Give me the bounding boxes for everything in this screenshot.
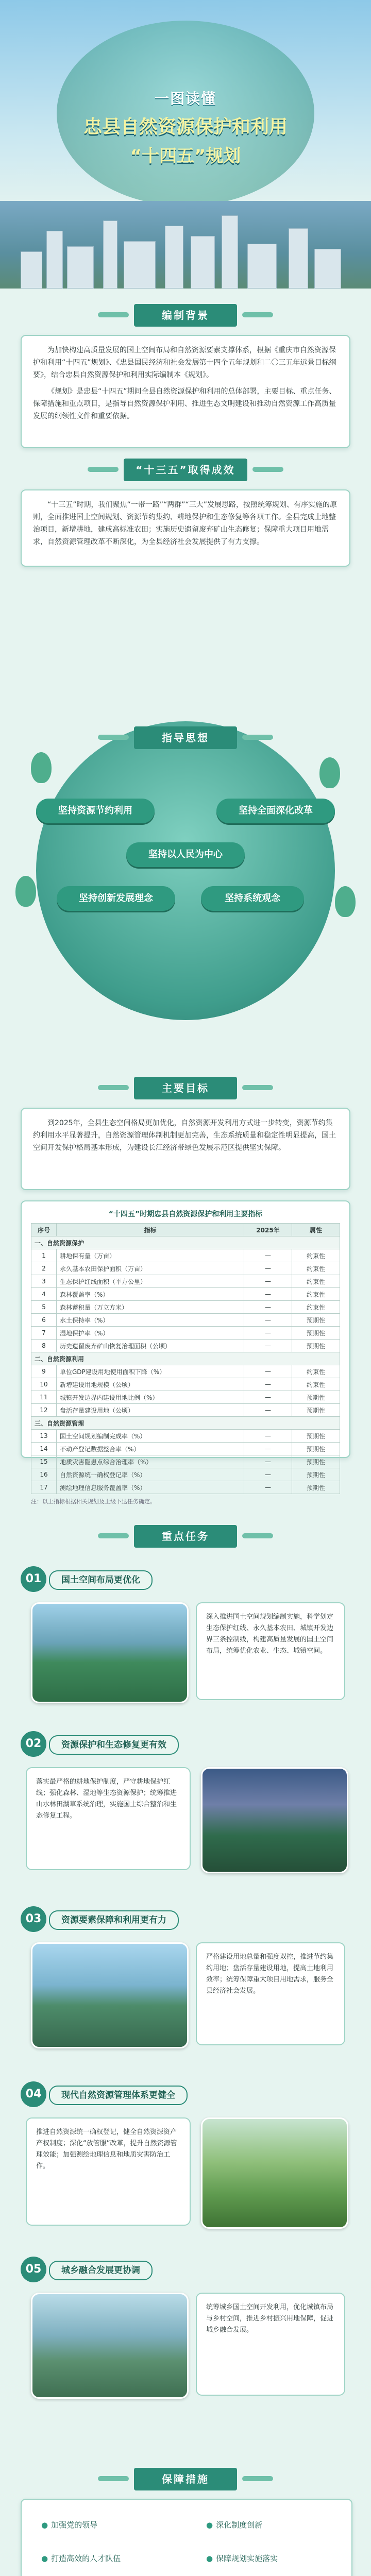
- table-cell-index: 4: [31, 1288, 57, 1301]
- table-cell-attribute: 约束性: [292, 1378, 340, 1391]
- goals-table: [31, 1223, 340, 1494]
- table-cell-attribute: 预期性: [292, 1481, 340, 1494]
- table-header: 指标: [57, 1224, 244, 1236]
- table-cell-attribute: 预期性: [292, 1391, 340, 1404]
- table-row: [31, 1404, 340, 1417]
- table-cell-attribute: 约束性: [292, 1275, 340, 1288]
- guiding-pill-3: 坚持以人民为中心: [126, 842, 245, 867]
- tree-icon: [15, 876, 36, 907]
- guiding-pill-2: 坚持全面深化改革: [216, 799, 335, 823]
- header-line-1: 一图读懂: [154, 90, 216, 107]
- task-3-header: [21, 1906, 350, 1932]
- landscape-photo: [31, 1602, 189, 1703]
- table-cell-attribute: 约束性: [292, 1365, 340, 1378]
- table-cell-index: 8: [31, 1340, 57, 1352]
- table-row: [31, 1455, 340, 1468]
- table-cell-attribute: 约束性: [292, 1301, 340, 1314]
- landscape-photo: [201, 1767, 348, 1873]
- guiding-globe-graphic: [36, 721, 335, 1020]
- section-title-background: 编制背景: [134, 304, 237, 327]
- task-title: 资源保护和生态修复更有效: [49, 1735, 179, 1755]
- table-cell-value: —: [244, 1468, 292, 1481]
- section-title-achievements: “十三五”取得成效: [124, 459, 247, 481]
- table-cell-indicator: 水土保持率（%）: [57, 1314, 244, 1327]
- achievements-paragraph: “十三五”时期，我们聚焦“一带一路”“两群”“三大”发展思路，按照统筹规划、有序实施的原则，全面推进国土空间规划、资源节约集约、耕地保护和生态修复等各项工作。全县完成土地整治项目，新增耕地，建成高标准农田；实施历史遗留废弃矿山生态修复；保障重大项目用地需求，自然资源管理改革不断深化，为全县经济社会发展提供了有力支撑。: [33, 501, 338, 546]
- table-row: [31, 1275, 340, 1288]
- table-cell-attribute: 约束性: [292, 1288, 340, 1301]
- tree-icon: [31, 752, 52, 783]
- table-category-row: [31, 1352, 340, 1365]
- table-row: [31, 1391, 340, 1404]
- table-cell-index: 9: [31, 1365, 57, 1378]
- guiding-pill-1: 坚持资源节约利用: [36, 799, 155, 823]
- table-cell-index: 10: [31, 1378, 57, 1391]
- task-title: 资源要素保障和利用更有力: [49, 1910, 179, 1930]
- table-cell-index: 15: [31, 1455, 57, 1468]
- table-cell-indicator: 盘活存量建设用地（公顷）: [57, 1404, 244, 1417]
- task-5-header: [21, 2257, 350, 2282]
- table-cell-indicator: 城镇开发边界内建设用地比例（%）: [57, 1391, 244, 1404]
- table-cell-value: —: [244, 1340, 292, 1352]
- table-cell-value: —: [244, 1262, 292, 1275]
- landscape-photo: [31, 1942, 189, 2048]
- table-category: 一、自然资源保护: [31, 1236, 340, 1249]
- table-cell-attribute: 预期性: [292, 1327, 340, 1340]
- header-line-3: “十四五”规划: [130, 146, 241, 166]
- table-cell-indicator: 湿地保护率（%）: [57, 1327, 244, 1340]
- table-row: [31, 1249, 340, 1262]
- task-3-text: 严格建设用地总量和强度双控，推进节约集约用地；盘活存量建设用地，提高土地利用效率；统筹保障重大项目用地需求，服务全县经济社会发展。: [196, 1942, 345, 2045]
- table-cell-index: 14: [31, 1443, 57, 1455]
- tree-icon: [335, 886, 356, 917]
- goals-intro-panel: [21, 1108, 350, 1190]
- table-category-row: [31, 1417, 340, 1430]
- table-cell-index: 17: [31, 1481, 57, 1494]
- table-category: 二、自然资源利用: [31, 1352, 340, 1365]
- table-header: 2025年: [244, 1224, 292, 1236]
- table-cell-indicator: 不动产登记数据整合率（%）: [57, 1443, 244, 1455]
- table-cell-index: 5: [31, 1301, 57, 1314]
- table-cell-indicator: 单位GDP建设用地使用面积下降（%）: [57, 1365, 244, 1378]
- table-cell-value: —: [244, 1443, 292, 1455]
- table-category-row: [31, 1236, 340, 1249]
- table-cell-attribute: 预期性: [292, 1340, 340, 1352]
- goals-table-panel: [21, 1200, 350, 1505]
- table-category: 三、自然资源管理: [31, 1417, 340, 1430]
- table-row: [31, 1288, 340, 1301]
- table-cell-attribute: 预期性: [292, 1314, 340, 1327]
- table-cell-index: 2: [31, 1262, 57, 1275]
- table-cell-value: —: [244, 1249, 292, 1262]
- safeguard-item: ● 深化制度创新: [206, 2519, 262, 2530]
- landscape-photo: [201, 2117, 348, 2229]
- task-title: 国土空间布局更优化: [49, 1570, 153, 1590]
- background-panel: [21, 335, 350, 448]
- table-cell-value: —: [244, 1288, 292, 1301]
- task-2-text: 落实最严格的耕地保护制度，严守耕地保护红线；强化森林、湿地等生态资源保护；统筹推进山水林田湖草系统治理，实施国土综合整治和生态修复工程。: [26, 1767, 191, 1870]
- table-cell-indicator: 历史遗留废弃矿山恢复治理面积（公顷）: [57, 1340, 244, 1352]
- safeguard-item: ● 保障规划实施落实: [206, 2553, 278, 2564]
- task-number: 05: [21, 2257, 46, 2282]
- table-cell-indicator: 自然资源统一确权登记率（%）: [57, 1468, 244, 1481]
- goals-intro: 到2025年，全县生态空间格局更加优化，自然资源开发利用方式进一步转变，资源节约集约利用水平显著提升，自然资源管理体制机制更加完善，生态系统质量和稳定性明显提高，国土空间开发保护格局基本形成，为建设长江经济带绿色发展示范区提供坚实保障。: [33, 1119, 336, 1152]
- table-cell-index: 1: [31, 1249, 57, 1262]
- header-line-2: 忠县自然资源保护和利用: [83, 116, 288, 138]
- table-cell-value: —: [244, 1301, 292, 1314]
- table-header: 属性: [292, 1224, 340, 1236]
- table-cell-index: 12: [31, 1404, 57, 1417]
- table-cell-value: —: [244, 1327, 292, 1340]
- table-row: [31, 1481, 340, 1494]
- table-cell-index: 13: [31, 1430, 57, 1443]
- city-skyline-illustration: [0, 201, 371, 289]
- task-title: 现代自然资源管理体系更健全: [49, 2086, 188, 2105]
- table-row: [31, 1262, 340, 1275]
- task-number: 04: [21, 2081, 46, 2107]
- table-cell-indicator: 国土空间规划编制完成率（%）: [57, 1430, 244, 1443]
- task-number: 01: [21, 1566, 46, 1592]
- table-cell-indicator: 测绘地理信息服务覆盖率（%）: [57, 1481, 244, 1494]
- table-cell-value: —: [244, 1404, 292, 1417]
- table-cell-index: 3: [31, 1275, 57, 1288]
- task-1-text: 深入推进国土空间规划编制实施，科学划定生态保护红线、永久基本农田、城镇开发边界三条控制线，构建高质量发展的国土空间布局，统筹优化农业、生态、城镇空间。: [196, 1602, 345, 1700]
- guiding-pill-4: 坚持创新发展理念: [57, 886, 175, 911]
- task-number: 02: [21, 1731, 46, 1757]
- safeguards-panel: [21, 2499, 352, 2576]
- table-cell-value: —: [244, 1391, 292, 1404]
- table-cell-indicator: 永久基本农田保护面积（万亩）: [57, 1262, 244, 1275]
- table-cell-attribute: 预期性: [292, 1430, 340, 1443]
- table-cell-attribute: 预期性: [292, 1443, 340, 1455]
- background-paragraph-1: 为加快构建高质量发展的国土空间布局和自然资源要素支撑体系，根据《重庆市自然资源保护和利用“十四五”规划》、《忠县国民经济和社会发展第十四个五年规划和二〇三五年远景目标纲要》，结合忠县自然资源保护和利用实际编制本《规划》。: [33, 346, 336, 379]
- section-title-guiding: 指导思想: [134, 726, 237, 749]
- table-cell-indicator: 森林覆盖率（%）: [57, 1288, 244, 1301]
- section-title-tasks: 重点任务: [134, 1525, 237, 1548]
- tree-icon: [319, 757, 340, 788]
- table-row: [31, 1468, 340, 1481]
- task-4-header: [21, 2081, 350, 2107]
- table-cell-attribute: 预期性: [292, 1468, 340, 1481]
- table-cell-value: —: [244, 1314, 292, 1327]
- header-title-block: [57, 88, 314, 185]
- table-cell-indicator: 新增建设用地规模（公顷）: [57, 1378, 244, 1391]
- task-4-text: 推进自然资源统一确权登记，健全自然资源资产产权制度；深化“放管服”改革，提升自然资源管理效能；加强测绘地理信息和地质灾害防治工作。: [26, 2117, 191, 2226]
- table-cell-attribute: 约束性: [292, 1249, 340, 1262]
- task-number: 03: [21, 1906, 46, 1932]
- safeguard-item: ● 打造高效的人才队伍: [41, 2553, 121, 2564]
- table-cell-attribute: 约束性: [292, 1262, 340, 1275]
- table-cell-index: 6: [31, 1314, 57, 1327]
- table-row: [31, 1443, 340, 1455]
- achievements-panel: [21, 489, 350, 567]
- table-cell-value: —: [244, 1481, 292, 1494]
- table-cell-attribute: 预期性: [292, 1404, 340, 1417]
- goals-table-body: [31, 1236, 340, 1494]
- table-cell-index: 11: [31, 1391, 57, 1404]
- table-header: 序号: [31, 1224, 57, 1236]
- table-cell-value: —: [244, 1455, 292, 1468]
- task-title: 城乡融合发展更协调: [49, 2261, 153, 2280]
- table-cell-index: 16: [31, 1468, 57, 1481]
- table-cell-indicator: 地质灾害隐患点综合治理率（%）: [57, 1455, 244, 1468]
- table-row: [31, 1301, 340, 1314]
- table-row: [31, 1314, 340, 1327]
- table-cell-indicator: 森林蓄积量（万立方米）: [57, 1301, 244, 1314]
- table-row: [31, 1378, 340, 1391]
- table-row: [31, 1365, 340, 1378]
- table-cell-value: —: [244, 1365, 292, 1378]
- table-row: [31, 1327, 340, 1340]
- goals-table-note: 注：以上指标根据相关规划及上级下达任务确定。: [31, 1498, 156, 1505]
- background-paragraph-2: 《规划》是忠县“十四五”期间全县自然资源保护和利用的总体部署，主要目标、重点任务、保障措施和重点项目，是指导自然资源保护利用、推进生态文明建设和推动自然资源工作高质量发展的纲领性文件和重要依据。: [33, 387, 336, 420]
- table-cell-attribute: 预期性: [292, 1455, 340, 1468]
- table-cell-index: 7: [31, 1327, 57, 1340]
- section-title-safeguards: 保障措施: [134, 2468, 237, 2490]
- guiding-pill-5: 坚持系统观念: [201, 886, 304, 911]
- table-cell-value: —: [244, 1430, 292, 1443]
- task-1-header: [21, 1566, 350, 1592]
- table-cell-value: —: [244, 1275, 292, 1288]
- table-row: [31, 1340, 340, 1352]
- task-5-text: 统筹城乡国土空间开发利用，优化城镇布局与乡村空间，推进乡村振兴用地保障，促进城乡融合发展。: [196, 2293, 345, 2396]
- table-cell-indicator: 耕地保有量（万亩）: [57, 1249, 244, 1262]
- safeguard-item: ● 加强党的领导: [41, 2519, 97, 2530]
- section-title-goals: 主要目标: [134, 1077, 237, 1099]
- table-row: [31, 1430, 340, 1443]
- task-2-header: [21, 1731, 350, 1757]
- goals-table-title: “十四五”时期忠县自然资源保护和利用主要指标: [108, 1210, 263, 1218]
- table-cell-value: —: [244, 1378, 292, 1391]
- landscape-photo: [31, 2293, 189, 2399]
- table-cell-indicator: 生态保护红线面积（平方公里）: [57, 1275, 244, 1288]
